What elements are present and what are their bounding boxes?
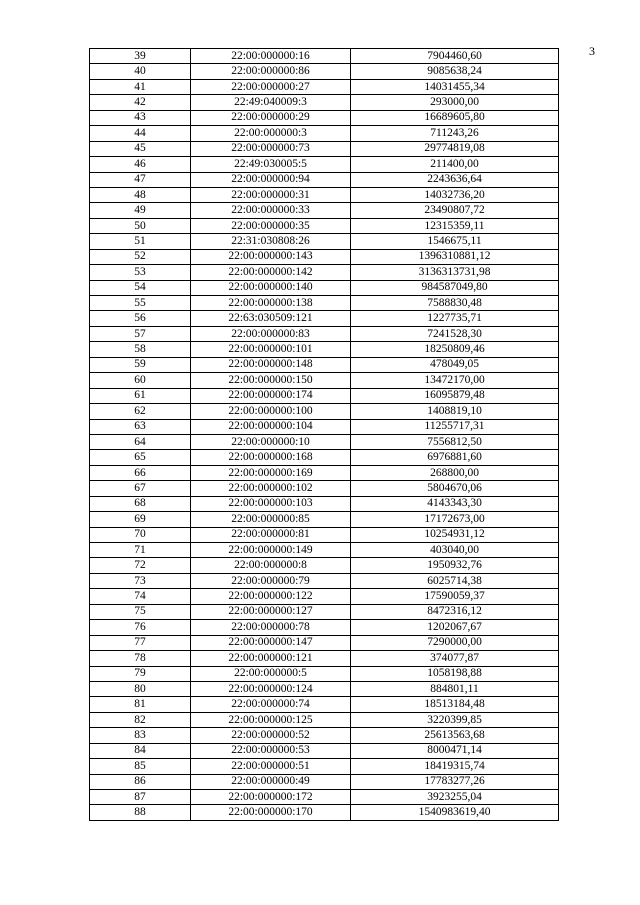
cadastral-number-cell: 22:00:000000:51 xyxy=(191,759,351,774)
cadastral-number-cell: 22:00:000000:78 xyxy=(191,620,351,635)
value-cell: 268800,00 xyxy=(351,465,559,480)
value-cell: 211400,00 xyxy=(351,157,559,172)
cadastral-number-cell: 22:00:000000:147 xyxy=(191,635,351,650)
row-number-cell: 77 xyxy=(90,635,191,650)
table-row xyxy=(90,697,559,712)
cadastral-number-cell: 22:00:000000:169 xyxy=(191,465,351,480)
table-row xyxy=(90,296,559,311)
row-number-cell: 51 xyxy=(90,234,191,249)
row-number-cell: 40 xyxy=(90,64,191,79)
cadastral-number-cell: 22:00:000000:103 xyxy=(191,496,351,511)
cadastral-number-cell: 22:00:000000:121 xyxy=(191,651,351,666)
row-number-cell: 88 xyxy=(90,805,191,820)
cadastral-number-cell: 22:00:000000:127 xyxy=(191,604,351,619)
row-number-cell: 41 xyxy=(90,79,191,94)
cadastral-number-cell: 22:00:000000:53 xyxy=(191,743,351,758)
row-number-cell: 58 xyxy=(90,342,191,357)
row-number-cell: 76 xyxy=(90,620,191,635)
value-cell: 1950932,76 xyxy=(351,558,559,573)
table-row xyxy=(90,234,559,249)
value-cell: 17590059,37 xyxy=(351,589,559,604)
table-row xyxy=(90,187,559,202)
cadastral-number-cell: 22:00:000000:35 xyxy=(191,218,351,233)
value-cell: 18250809,46 xyxy=(351,342,559,357)
cadastral-number-cell: 22:00:000000:3 xyxy=(191,126,351,141)
cadastral-number-cell: 22:00:000000:102 xyxy=(191,481,351,496)
row-number-cell: 55 xyxy=(90,296,191,311)
table-row xyxy=(90,95,559,110)
row-number-cell: 45 xyxy=(90,141,191,156)
row-number-cell: 44 xyxy=(90,126,191,141)
cadastral-number-cell: 22:00:000000:85 xyxy=(191,512,351,527)
value-cell: 3136313731,98 xyxy=(351,265,559,280)
value-cell: 3923255,04 xyxy=(351,790,559,805)
cadastral-number-cell: 22:00:000000:83 xyxy=(191,326,351,341)
table-row xyxy=(90,512,559,527)
table-row xyxy=(90,49,559,64)
row-number-cell: 69 xyxy=(90,512,191,527)
table-row xyxy=(90,373,559,388)
cadastral-number-cell: 22:00:000000:138 xyxy=(191,296,351,311)
row-number-cell: 84 xyxy=(90,743,191,758)
table-row xyxy=(90,265,559,280)
cadastral-number-cell: 22:00:000000:31 xyxy=(191,187,351,202)
value-cell: 8000471,14 xyxy=(351,743,559,758)
cadastral-number-cell: 22:00:000000:122 xyxy=(191,589,351,604)
table-row xyxy=(90,342,559,357)
row-number-cell: 54 xyxy=(90,280,191,295)
table-row xyxy=(90,759,559,774)
table-row xyxy=(90,666,559,681)
cadastral-number-cell: 22:00:000000:150 xyxy=(191,373,351,388)
row-number-cell: 47 xyxy=(90,172,191,187)
table-row xyxy=(90,141,559,156)
table-row xyxy=(90,790,559,805)
row-number-cell: 79 xyxy=(90,666,191,681)
row-number-cell: 65 xyxy=(90,450,191,465)
cadastral-number-cell: 22:00:000000:49 xyxy=(191,774,351,789)
cadastral-number-cell: 22:00:000000:29 xyxy=(191,110,351,125)
cadastral-number-cell: 22:00:000000:52 xyxy=(191,728,351,743)
row-number-cell: 63 xyxy=(90,419,191,434)
table-row xyxy=(90,481,559,496)
table-row xyxy=(90,604,559,619)
cadastral-number-cell: 22:00:000000:125 xyxy=(191,712,351,727)
value-cell: 3220399,85 xyxy=(351,712,559,727)
value-cell: 984587049,80 xyxy=(351,280,559,295)
cadastral-number-cell: 22:00:000000:104 xyxy=(191,419,351,434)
table-row xyxy=(90,357,559,372)
data-table xyxy=(89,48,559,821)
value-cell: 8472316,12 xyxy=(351,604,559,619)
table-row xyxy=(90,172,559,187)
table-row xyxy=(90,434,559,449)
value-cell: 7904460,60 xyxy=(351,49,559,64)
table-row xyxy=(90,681,559,696)
row-number-cell: 53 xyxy=(90,265,191,280)
value-cell: 1227735,71 xyxy=(351,311,559,326)
cadastral-number-cell: 22:00:000000:79 xyxy=(191,573,351,588)
cadastral-number-cell: 22:63:030509:121 xyxy=(191,311,351,326)
row-number-cell: 87 xyxy=(90,790,191,805)
value-cell: 1396310881,12 xyxy=(351,249,559,264)
value-cell: 29774819,08 xyxy=(351,141,559,156)
row-number-cell: 71 xyxy=(90,543,191,558)
value-cell: 1540983619,40 xyxy=(351,805,559,820)
table-row xyxy=(90,157,559,172)
table-row xyxy=(90,728,559,743)
value-cell: 5804670,06 xyxy=(351,481,559,496)
cadastral-number-cell: 22:00:000000:5 xyxy=(191,666,351,681)
table-row xyxy=(90,419,559,434)
table-row xyxy=(90,543,559,558)
cadastral-number-cell: 22:00:000000:73 xyxy=(191,141,351,156)
table-row xyxy=(90,404,559,419)
row-number-cell: 60 xyxy=(90,373,191,388)
table-row xyxy=(90,573,559,588)
row-number-cell: 46 xyxy=(90,157,191,172)
cadastral-number-cell: 22:00:000000:81 xyxy=(191,527,351,542)
row-number-cell: 80 xyxy=(90,681,191,696)
cadastral-number-cell: 22:00:000000:86 xyxy=(191,64,351,79)
row-number-cell: 68 xyxy=(90,496,191,511)
value-cell: 293000,00 xyxy=(351,95,559,110)
row-number-cell: 62 xyxy=(90,404,191,419)
value-cell: 11255717,31 xyxy=(351,419,559,434)
value-cell: 14031455,34 xyxy=(351,79,559,94)
row-number-cell: 67 xyxy=(90,481,191,496)
row-number-cell: 85 xyxy=(90,759,191,774)
table-row xyxy=(90,64,559,79)
value-cell: 2243636,64 xyxy=(351,172,559,187)
value-cell: 1058198,88 xyxy=(351,666,559,681)
cadastral-number-cell: 22:00:000000:170 xyxy=(191,805,351,820)
row-number-cell: 42 xyxy=(90,95,191,110)
row-number-cell: 66 xyxy=(90,465,191,480)
value-cell: 403040,00 xyxy=(351,543,559,558)
row-number-cell: 72 xyxy=(90,558,191,573)
row-number-cell: 49 xyxy=(90,203,191,218)
row-number-cell: 86 xyxy=(90,774,191,789)
table-row xyxy=(90,589,559,604)
row-number-cell: 61 xyxy=(90,388,191,403)
row-number-cell: 74 xyxy=(90,589,191,604)
table-row xyxy=(90,635,559,650)
row-number-cell: 75 xyxy=(90,604,191,619)
value-cell: 16689605,80 xyxy=(351,110,559,125)
value-cell: 884801,11 xyxy=(351,681,559,696)
page-number: 3 xyxy=(589,44,595,58)
value-cell: 478049,05 xyxy=(351,357,559,372)
cadastral-number-cell: 22:00:000000:74 xyxy=(191,697,351,712)
table-row xyxy=(90,774,559,789)
value-cell: 6025714,38 xyxy=(351,573,559,588)
row-number-cell: 57 xyxy=(90,326,191,341)
value-cell: 4143343,30 xyxy=(351,496,559,511)
table-row xyxy=(90,712,559,727)
value-cell: 17783277,26 xyxy=(351,774,559,789)
table-row xyxy=(90,79,559,94)
cadastral-number-cell: 22:00:000000:101 xyxy=(191,342,351,357)
table-row xyxy=(90,326,559,341)
row-number-cell: 82 xyxy=(90,712,191,727)
table-row xyxy=(90,558,559,573)
value-cell: 1546675,11 xyxy=(351,234,559,249)
cadastral-number-cell: 22:00:000000:174 xyxy=(191,388,351,403)
row-number-cell: 81 xyxy=(90,697,191,712)
cadastral-number-cell: 22:00:000000:8 xyxy=(191,558,351,573)
table-row xyxy=(90,527,559,542)
value-cell: 17172673,00 xyxy=(351,512,559,527)
value-cell: 23490807,72 xyxy=(351,203,559,218)
table-row xyxy=(90,249,559,264)
cadastral-number-cell: 22:00:000000:140 xyxy=(191,280,351,295)
value-cell: 13472170,00 xyxy=(351,373,559,388)
table-body xyxy=(90,49,559,821)
value-cell: 14032736,20 xyxy=(351,187,559,202)
table-row xyxy=(90,496,559,511)
cadastral-number-cell: 22:00:000000:10 xyxy=(191,434,351,449)
table-row xyxy=(90,805,559,820)
value-cell: 7241528,30 xyxy=(351,326,559,341)
value-cell: 7290000,00 xyxy=(351,635,559,650)
row-number-cell: 56 xyxy=(90,311,191,326)
value-cell: 6976881,60 xyxy=(351,450,559,465)
cadastral-number-cell: 22:00:000000:27 xyxy=(191,79,351,94)
cadastral-number-cell: 22:00:000000:172 xyxy=(191,790,351,805)
row-number-cell: 70 xyxy=(90,527,191,542)
table-row xyxy=(90,620,559,635)
table-row xyxy=(90,218,559,233)
row-number-cell: 52 xyxy=(90,249,191,264)
table-row xyxy=(90,651,559,666)
cadastral-number-cell: 22:00:000000:100 xyxy=(191,404,351,419)
table-row xyxy=(90,465,559,480)
value-cell: 9085638,24 xyxy=(351,64,559,79)
cadastral-number-cell: 22:00:000000:168 xyxy=(191,450,351,465)
row-number-cell: 83 xyxy=(90,728,191,743)
value-cell: 374077,87 xyxy=(351,651,559,666)
table-row xyxy=(90,450,559,465)
table-row xyxy=(90,110,559,125)
value-cell: 711243,26 xyxy=(351,126,559,141)
cadastral-number-cell: 22:00:000000:143 xyxy=(191,249,351,264)
value-cell: 7588830,48 xyxy=(351,296,559,311)
table-row xyxy=(90,388,559,403)
table-row xyxy=(90,743,559,758)
value-cell: 1408819,10 xyxy=(351,404,559,419)
cadastral-number-cell: 22:00:000000:16 xyxy=(191,49,351,64)
table-row xyxy=(90,311,559,326)
row-number-cell: 48 xyxy=(90,187,191,202)
table-row xyxy=(90,280,559,295)
cadastral-number-cell: 22:00:000000:148 xyxy=(191,357,351,372)
cadastral-number-cell: 22:00:000000:149 xyxy=(191,543,351,558)
value-cell: 7556812,50 xyxy=(351,434,559,449)
cadastral-number-cell: 22:00:000000:142 xyxy=(191,265,351,280)
cadastral-number-cell: 22:49:030005:5 xyxy=(191,157,351,172)
value-cell: 1202067,67 xyxy=(351,620,559,635)
value-cell: 16095879,48 xyxy=(351,388,559,403)
value-cell: 10254931,12 xyxy=(351,527,559,542)
row-number-cell: 39 xyxy=(90,49,191,64)
value-cell: 18419315,74 xyxy=(351,759,559,774)
row-number-cell: 59 xyxy=(90,357,191,372)
row-number-cell: 73 xyxy=(90,573,191,588)
value-cell: 25613563,68 xyxy=(351,728,559,743)
row-number-cell: 64 xyxy=(90,434,191,449)
cadastral-number-cell: 22:31:030808:26 xyxy=(191,234,351,249)
cadastral-number-cell: 22:00:000000:33 xyxy=(191,203,351,218)
value-cell: 12315359,11 xyxy=(351,218,559,233)
row-number-cell: 50 xyxy=(90,218,191,233)
cadastral-number-cell: 22:49:040009:3 xyxy=(191,95,351,110)
table-row xyxy=(90,126,559,141)
cadastral-number-cell: 22:00:000000:124 xyxy=(191,681,351,696)
cadastral-number-cell: 22:00:000000:94 xyxy=(191,172,351,187)
row-number-cell: 78 xyxy=(90,651,191,666)
row-number-cell: 43 xyxy=(90,110,191,125)
table-row xyxy=(90,203,559,218)
value-cell: 18513184,48 xyxy=(351,697,559,712)
